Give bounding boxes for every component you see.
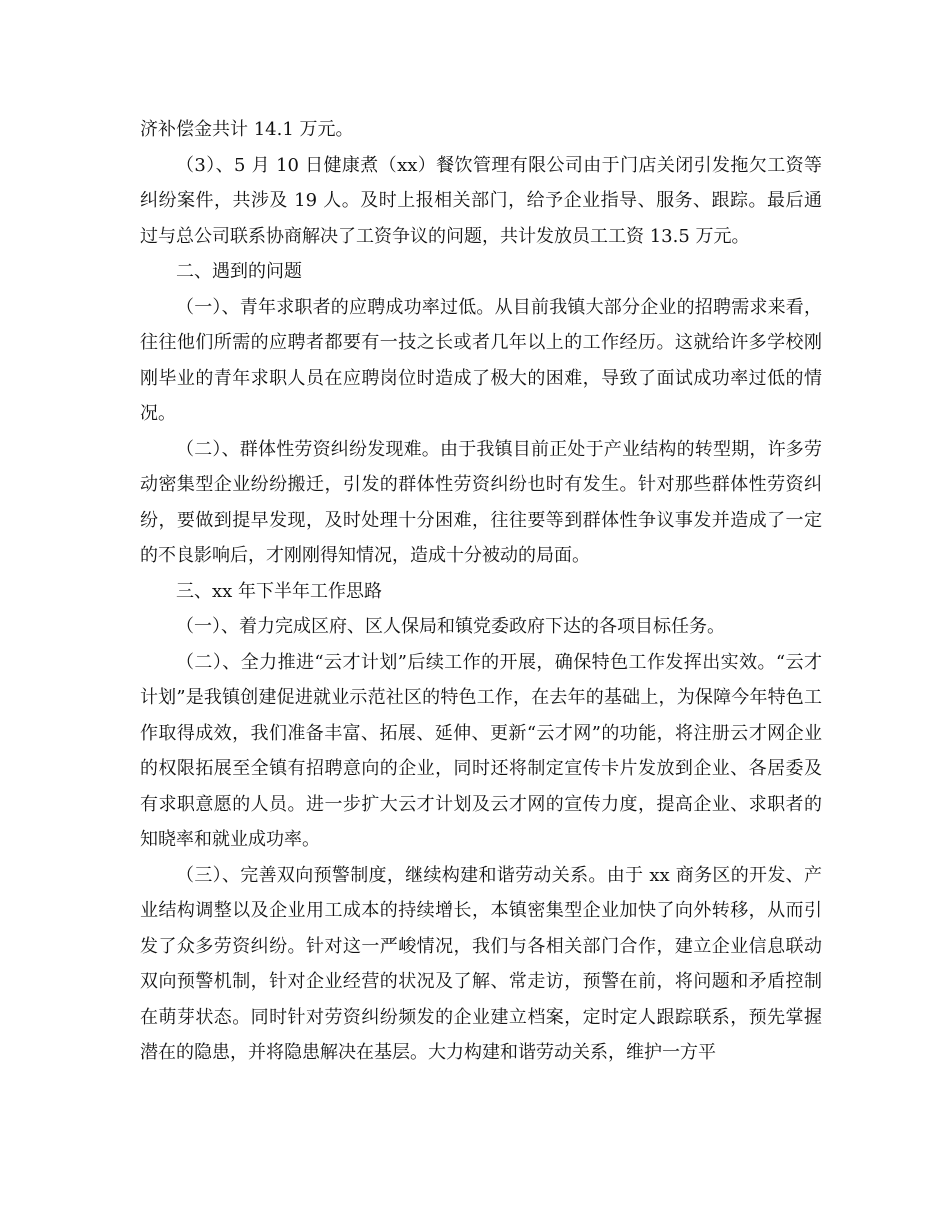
paragraph-plan-3: （三）、完善双向预警制度，继续构建和谐劳动关系。由于 xx 商务区的开发、产业结构调整以及企业用工成本的持续增长，本镇密集型企业加快了向外转移，从而引发了众多劳资纠纷。针对这一严峻情况，我们与各相关部门合作，建立企业信息联动双向预警机制，针对企业经营的状况及了解、常走访，预警在前，将问题和矛盾控制在萌芽状态。同时针对劳资纠纷频发的企业建立档案，定时定人跟踪联系，预先掌握潜在的隐患，并将隐患解决在基层。大力构建和谐劳动关系，维护一方平 — [140, 864, 822, 1063]
paragraph-plan-1: （一）、着力完成区府、区人保局和镇党委政府下达的各项目标任务。 — [176, 616, 725, 637]
paragraph-case-3: （3）、5 月 10 日健康煮（xx）餐饮管理有限公司由于门店关闭引发拖欠工资等纠纷案件，共涉及 19 人。及时上报相关部门，给予企业指导、服务、跟踪。最后通过与总公司联系协商解决了工资争议的问题，共计发放员工工资 13.5 万元。 — [140, 154, 822, 247]
paragraph-problem-2: （二）、群体性劳资纠纷发现难。由于我镇目前正处于产业结构的转型期，许多劳动密集型企业纷纷搬迁，引发的群体性劳资纠纷也时有发生。针对那些群体性劳资纠纷，要做到提早发现，及时处理十分困难，往往要等到群体性争议事发并造成了一定的不良影响后，才刚刚得知情况，造成十分被动的局面。 — [140, 438, 822, 566]
section-heading-problems: 二、遇到的问题 — [176, 261, 302, 282]
section-heading-plan: 三、xx 年下半年工作思路 — [176, 580, 383, 602]
paragraph-continuation: 济补偿金共计 14.1 万元。 — [140, 119, 354, 140]
paragraph-plan-2: （二）、全力推进“云才计划”后续工作的开展，确保特色工作发挥出实效。“云才计划”是我镇创建促进就业示范社区的特色工作，在去年的基础上，为保障今年特色工作取得成效，我们准备丰富、拓展、延伸、更新“云才网”的功能，将注册云才网企业的权限拓展至全镇有招聘意向的企业，同时还将制定宣传卡片发放到企业、各居委及有求职意愿的人员。进一步扩大云才计划及云才网的宣传力度，提高企业、求职者的知晓率和就业成功率。 — [140, 651, 822, 850]
document-body — [140, 112, 822, 1071]
paragraph-problem-1: （一）、青年求职者的应聘成功率过低。从目前我镇大部分企业的招聘需求来看，往往他们所需的应聘者都要有一技之长或者几年以上的工作经历。这就给许多学校刚刚毕业的青年求职人员在应聘岗位时造成了极大的困难，导致了面试成功率过低的情况。 — [140, 296, 822, 424]
